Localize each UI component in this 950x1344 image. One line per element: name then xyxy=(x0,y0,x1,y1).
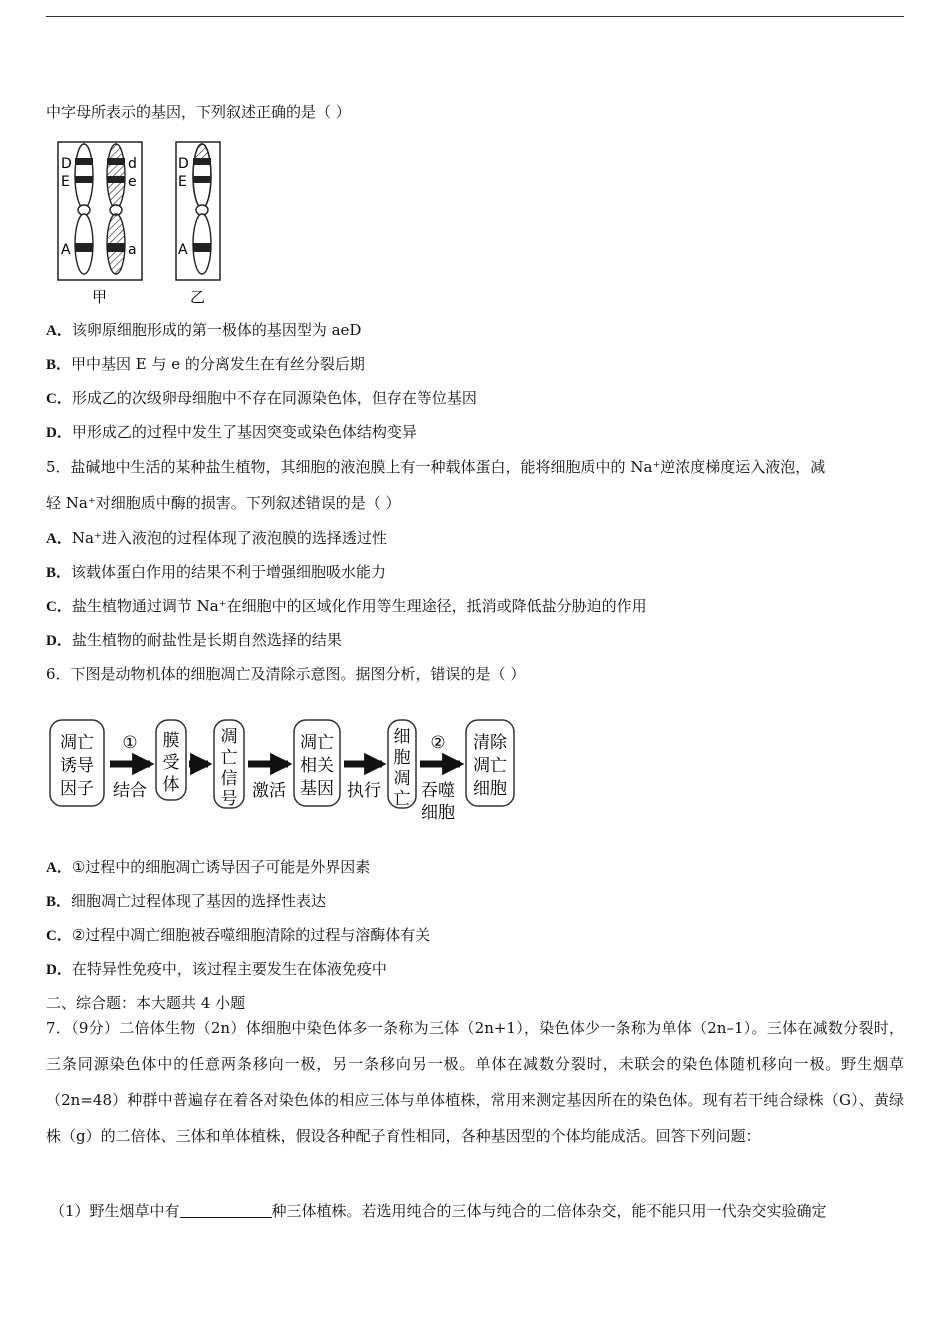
flow-box-apoptosis-line2: 胞 xyxy=(393,748,411,768)
flow-box-signal-line4: 号 xyxy=(220,789,238,809)
flow-box-receptor-line2: 受 xyxy=(162,753,180,773)
chromosome-yi xyxy=(193,144,211,274)
q4-option-a: A．该卵原细胞形成的第一极体的基因型为 aeD xyxy=(46,321,362,339)
flow-step3-text: 执行 xyxy=(347,781,381,801)
gene-label-d: d xyxy=(128,156,137,172)
figure-label-jia: 甲 xyxy=(92,288,108,306)
flow-box-clearance-line1: 清除 xyxy=(473,733,507,753)
q4-option-c: C．形成乙的次级卵母细胞中不存在同源染色体，但存在等位基因 xyxy=(46,389,477,407)
chromosome-figure xyxy=(52,138,232,308)
header-rule xyxy=(46,16,904,17)
flow-box-genes-line3: 基因 xyxy=(300,779,334,799)
flow-box-inducer-line2: 诱导 xyxy=(60,756,94,776)
flow-box-inducer-line3: 因子 xyxy=(60,779,94,799)
q5-option-a: A．Na⁺进入液泡的过程体现了液泡膜的选择透过性 xyxy=(46,529,387,547)
q5-option-b: B．该载体蛋白作用的结果不利于增强细胞吸水能力 xyxy=(46,563,387,581)
q5-stem-line2: 轻 Na⁺对细胞质中酶的损害。下列叙述错误的是（ ） xyxy=(46,494,401,512)
flow-box-clearance-line2: 凋亡 xyxy=(473,756,507,776)
flow-box-apoptosis-line1: 细 xyxy=(393,727,411,747)
answer-blank[interactable] xyxy=(180,1201,272,1218)
chromosome-jia-left xyxy=(75,144,93,274)
gene-label-a: a xyxy=(128,242,137,258)
q6-option-d: D．在特异性免疫中，该过程主要发生在体液免疫中 xyxy=(46,960,387,978)
apoptosis-flow-diagram xyxy=(46,714,518,824)
q4-option-b: B．甲中基因 E 与 e 的分离发生在有丝分裂后期 xyxy=(46,355,365,373)
gene-label-D: D xyxy=(61,156,72,172)
flow-box-signal-line3: 信 xyxy=(220,769,238,789)
flow-step1-number: ① xyxy=(122,733,138,753)
flow-box-genes-line1: 凋亡 xyxy=(300,733,334,753)
flow-box-apoptosis-line3: 凋 xyxy=(393,769,411,789)
gene-label-A: A xyxy=(61,242,71,258)
flow-step2-text: 激活 xyxy=(252,781,286,801)
flow-box-receptor-line1: 膜 xyxy=(162,731,180,751)
gene-label-E: E xyxy=(61,174,70,190)
intro-line: 中字母所表示的基因，下列叙述正确的是（ ） xyxy=(46,103,351,121)
section2-heading: 二、综合题：本大题共 4 小题 xyxy=(46,994,246,1012)
flow-box-signal-line1: 凋 xyxy=(220,727,238,747)
flow-box-receptor-line3: 体 xyxy=(162,775,180,795)
gene-label-yi-D: D xyxy=(178,156,189,172)
q6-option-c: C．②过程中凋亡细胞被吞噬细胞清除的过程与溶酶体有关 xyxy=(46,926,431,944)
figure-label-yi: 乙 xyxy=(190,288,206,306)
gene-label-yi-A: A xyxy=(178,242,188,258)
flow-box-apoptosis-line4: 亡 xyxy=(393,789,411,809)
flow-step4-number: ② xyxy=(430,733,446,753)
q6-option-a: A．①过程中的细胞凋亡诱导因子可能是外界因素 xyxy=(46,858,371,876)
q7-sub1: （1）野生烟草中有 种三体植株。若选用纯合的三体与纯合的二倍体杂交，能不能只用一代杂交实验确定 xyxy=(50,1202,827,1220)
chromosome-jia-right xyxy=(107,144,125,274)
flow-step4-text-line2: 细胞 xyxy=(421,803,455,823)
q5-option-d: D．盐生植物的耐盐性是长期自然选择的结果 xyxy=(46,631,342,649)
flow-step4-text-line1: 吞噬 xyxy=(421,781,455,801)
q6-stem: 6．下图是动物机体的细胞凋亡及清除示意图。据图分析，错误的是（ ） xyxy=(46,665,526,683)
flow-box-clearance-line3: 细胞 xyxy=(473,779,507,799)
q5-stem-line1: 5．盐碱地中生活的某种盐生植物，其细胞的液泡膜上有一种载体蛋白，能将细胞质中的 Na⁺逆浓度梯度运入液泡，减 xyxy=(46,458,826,476)
flow-box-inducer-line1: 凋亡 xyxy=(60,733,94,753)
q5-option-c: C．盐生植物通过调节 Na⁺在细胞中的区域化作用等生理途径，抵消或降低盐分胁迫的作用 xyxy=(46,597,647,615)
q6-option-b: B．细胞凋亡过程体现了基因的选择性表达 xyxy=(46,892,327,910)
flow-step1-text: 结合 xyxy=(113,781,147,801)
gene-label-e: e xyxy=(128,174,137,190)
gene-label-yi-E: E xyxy=(178,174,187,190)
flow-box-genes-line2: 相关 xyxy=(300,756,334,776)
q7-paragraph: 7．（9分）二倍体生物（2n）体细胞中染色体多一条称为三体（2n+1），染色体少一条称为单体（2n–1）。三体在减数分裂时，三条同源染色体中的任意两条移向一极，另一条移向另一极。单体在减数分裂时，未联会的染色体随机移向一极。野生烟草（2n=48）种群中普遍存在着各对染色体的相应三体与单体植株，常用来测定基因所在的染色体。现有若干纯合绿株（G）、黄绿株（g）的二倍体、三体和单体植株，假设各种配子育性相同，各种基因型的个体均能成活。回答下列问题： xyxy=(46,1019,904,1145)
q4-option-d: D．甲形成乙的过程中发生了基因突变或染色体结构变异 xyxy=(46,423,417,441)
flow-box-signal-line2: 亡 xyxy=(220,748,238,768)
